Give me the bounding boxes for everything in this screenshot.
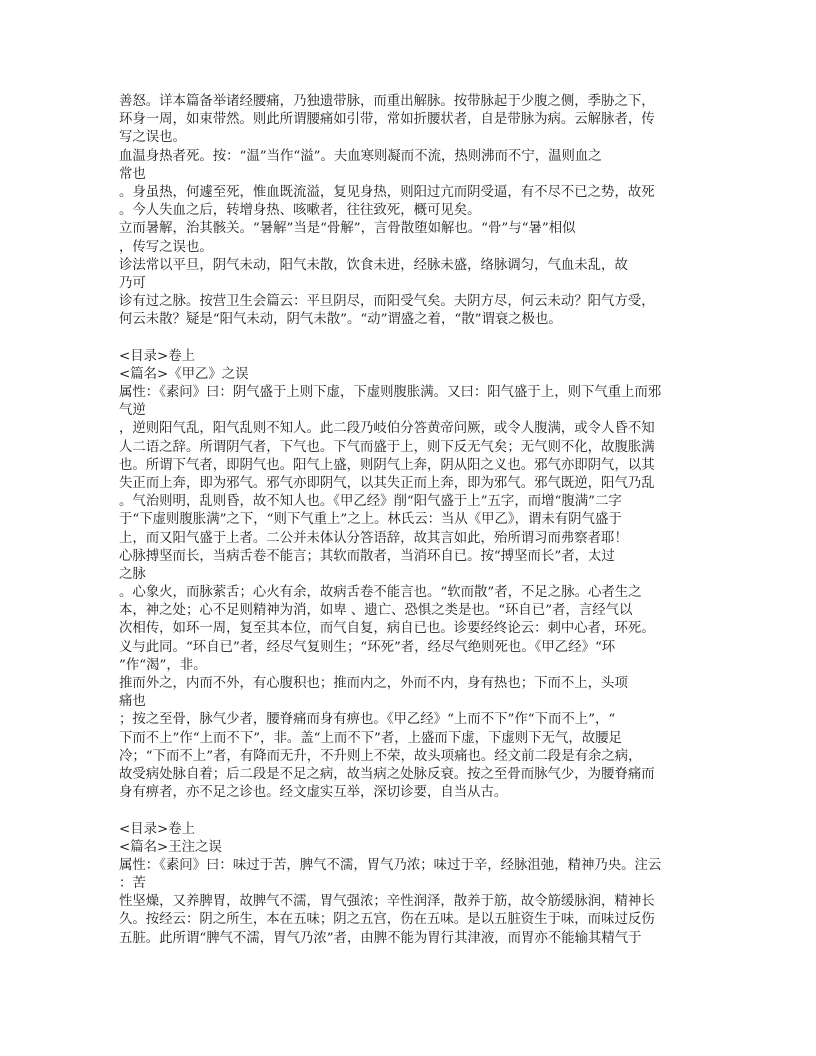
text-line: 于“下虚则腹胀满”之下，“则下气重上”之上。林氏云：当从《甲乙》，谓未有阴气盛于 [119,512,622,528]
text-line: ，逆则阳气乱，阳气乱则不知人。此二段乃岐伯分答黄帝问厥，或令人腹满，或令人昏不知 [119,421,655,437]
text-line: 诊法常以平旦，阴气未动，阳气未散，饮食未进，经脉未盛，络脉调匀，气血未乱，故 [119,257,628,273]
text-line: 次相传，如环一周，复至其本位，而气自复，病自已也。诊要经终论云：刺中心者，环死。 [119,621,655,637]
text-line: 久。按经云：阴之所生，本在五味；阴之五宫，伤在五味。是以五脏资生于味，而味过反伤 [119,912,655,928]
text-line: 气逆 [119,403,146,419]
paragraph-gap [119,329,709,347]
text-line: 失正而上奔，即为邪气。邪气亦即阴气，以其失正而上奔，即为邪气。邪气既逆，阳气乃乱 [119,475,655,491]
chapter-title: <篇名>《甲乙》之误 [119,366,249,382]
text-line: 义与此同。“环自已”者，经尽气复则生；“环死”者，经尽气绝则死也。《甲乙经》“环 [119,639,616,655]
section-2 [119,348,709,803]
text-line: 冷；“下而不上”者，有降而无升，不升则上不荣，故头项痛也。经文前二段是有余之病， [119,748,642,764]
text-line: 何云未散？疑是“阳气未动，阴气未散”。“动”谓盛之着，“散”谓衰之极也。 [119,312,562,328]
text-line: 写之误也。 [119,130,186,146]
text-line: 环身一周，如束带然。则此所谓腰痛如引带，常如折腰状者，自是带脉为病。云解脉者，传 [119,112,655,128]
text-line: 血温身热者死。按：“温”当作“溢”。夫血寒则凝而不流，热则沸而不宁，温则血之 [119,148,602,164]
text-line: 常也 [119,166,146,182]
text-line: 心脉搏坚而长，当病舌卷不能言；其软而散者，当消环自已。按“搏坚而长”者，太过 [119,548,615,564]
text-line: 上，而又阳气盛于上者。二公并未体认分答语辞，故其言如此，殆所谓习而弗察者耶！ [119,530,628,546]
text-line: 痛也 [119,694,146,710]
text-line: 故受病处脉自着；后二段是不足之病，故当病之处脉反衰。按之至骨而脉气少，为腰脊痛而 [119,766,655,782]
text-line: 人二语之辞。所谓阴气者，下气也。下气而盛于上，则下反无气矣；无气则不化，故腹胀满 [119,439,655,455]
text-line: 五脏。此所谓“脾气不濡，胃气乃浓”者，由脾不能为胃行其津液，而胃亦不能输其精气于 [119,930,642,946]
section-1 [119,93,709,329]
paragraph-gap [119,802,709,820]
text-line: 推而外之，内而不外，有心腹积也；推而内之，外而不内，身有热也；下而不上，头项 [119,676,628,691]
text-line: ；按之至骨，脉气少者，腰脊痛而身有痹也。《甲乙经》“上而不下”作“下而不上”，“ [119,712,616,728]
text-line: 本，神之处；心不足则精神为消，如卑 、遗亡、恐惧之类是也。“环自已”者，言经气以 [119,603,633,619]
document-page [119,93,709,948]
text-line: 。身虽热，何遽至死，惟血既流溢，复见身热，则阳过亢而阴受逼，有不尽不已之势，故死 [119,184,655,200]
text-line: 。心象火，而脉萦舌；心火有余，故病舌卷不能言也。“软而散”者，不足之脉。心者生之 [119,585,642,601]
text-line: 诊有过之脉。按营卫生会篇云：平旦阴尽，而阳受气矣。夫阴方尽，何云未动？阳气方受， [119,294,655,310]
text-line: 乃可 [119,275,146,291]
text-line: 属性：《素问》曰：味过于苦，脾气不濡，胃气乃浓；味过于辛，经脉沮弛，精神乃央。注云 [119,857,662,873]
text-line: 也。所谓下气者，即阴气也。阳气上盛，则阴气上奔，阴从阳之义也。邪气亦即阴气，以其 [119,457,655,473]
catalog-heading: <目录>卷上 [119,348,196,364]
text-line: 善怒。详本篇备举诸经腰痛，乃独遗带脉，而重出解脉。按带脉起于少腹之侧，季胁之下， [119,94,655,109]
text-line: 。今人失血之后，转增身热、咳嗽者，往往致死，概可见矣。 [119,203,481,219]
text-line: 属性：《素问》曰：阴气盛于上则下虚，下虚则腹胀满。又曰：阳气盛于上，则下气重上而邪 [119,385,662,400]
text-line: 性坚燥，又养脾胃，故脾气不濡，胃气强浓；辛性润泽，散养于筋，故令筋缓脉润，精神长 [119,894,655,910]
text-line: ”作“渴”，非。 [119,657,207,673]
section-3 [119,821,709,948]
text-line: 。气治则明，乱则昏，故不知人也。《甲乙经》削“阳气盛于上”五字，而增“腹满”二字 [119,494,622,510]
text-line: 身有痹者，亦不足之诊也。经文虚实互举，深切诊要，自当从古。 [119,785,508,801]
text-line: 下而不上”作“上而不下”，非。盖“上而不下”者，上盛而下虚，下虚则下无气，故腰足 [119,730,622,746]
text-line: ：苦 [119,876,146,892]
text-line: 立而暑解，治其骸关。“暑解”当是“骨解”，言骨散堕如解也。“骨”与“暑”相似 [119,221,576,237]
text-line: ，传写之误也。 [119,239,213,255]
text-line: 之脉 [119,566,146,582]
chapter-title: <篇名>王注之误 [119,839,222,855]
catalog-heading: <目录>卷上 [119,821,196,837]
